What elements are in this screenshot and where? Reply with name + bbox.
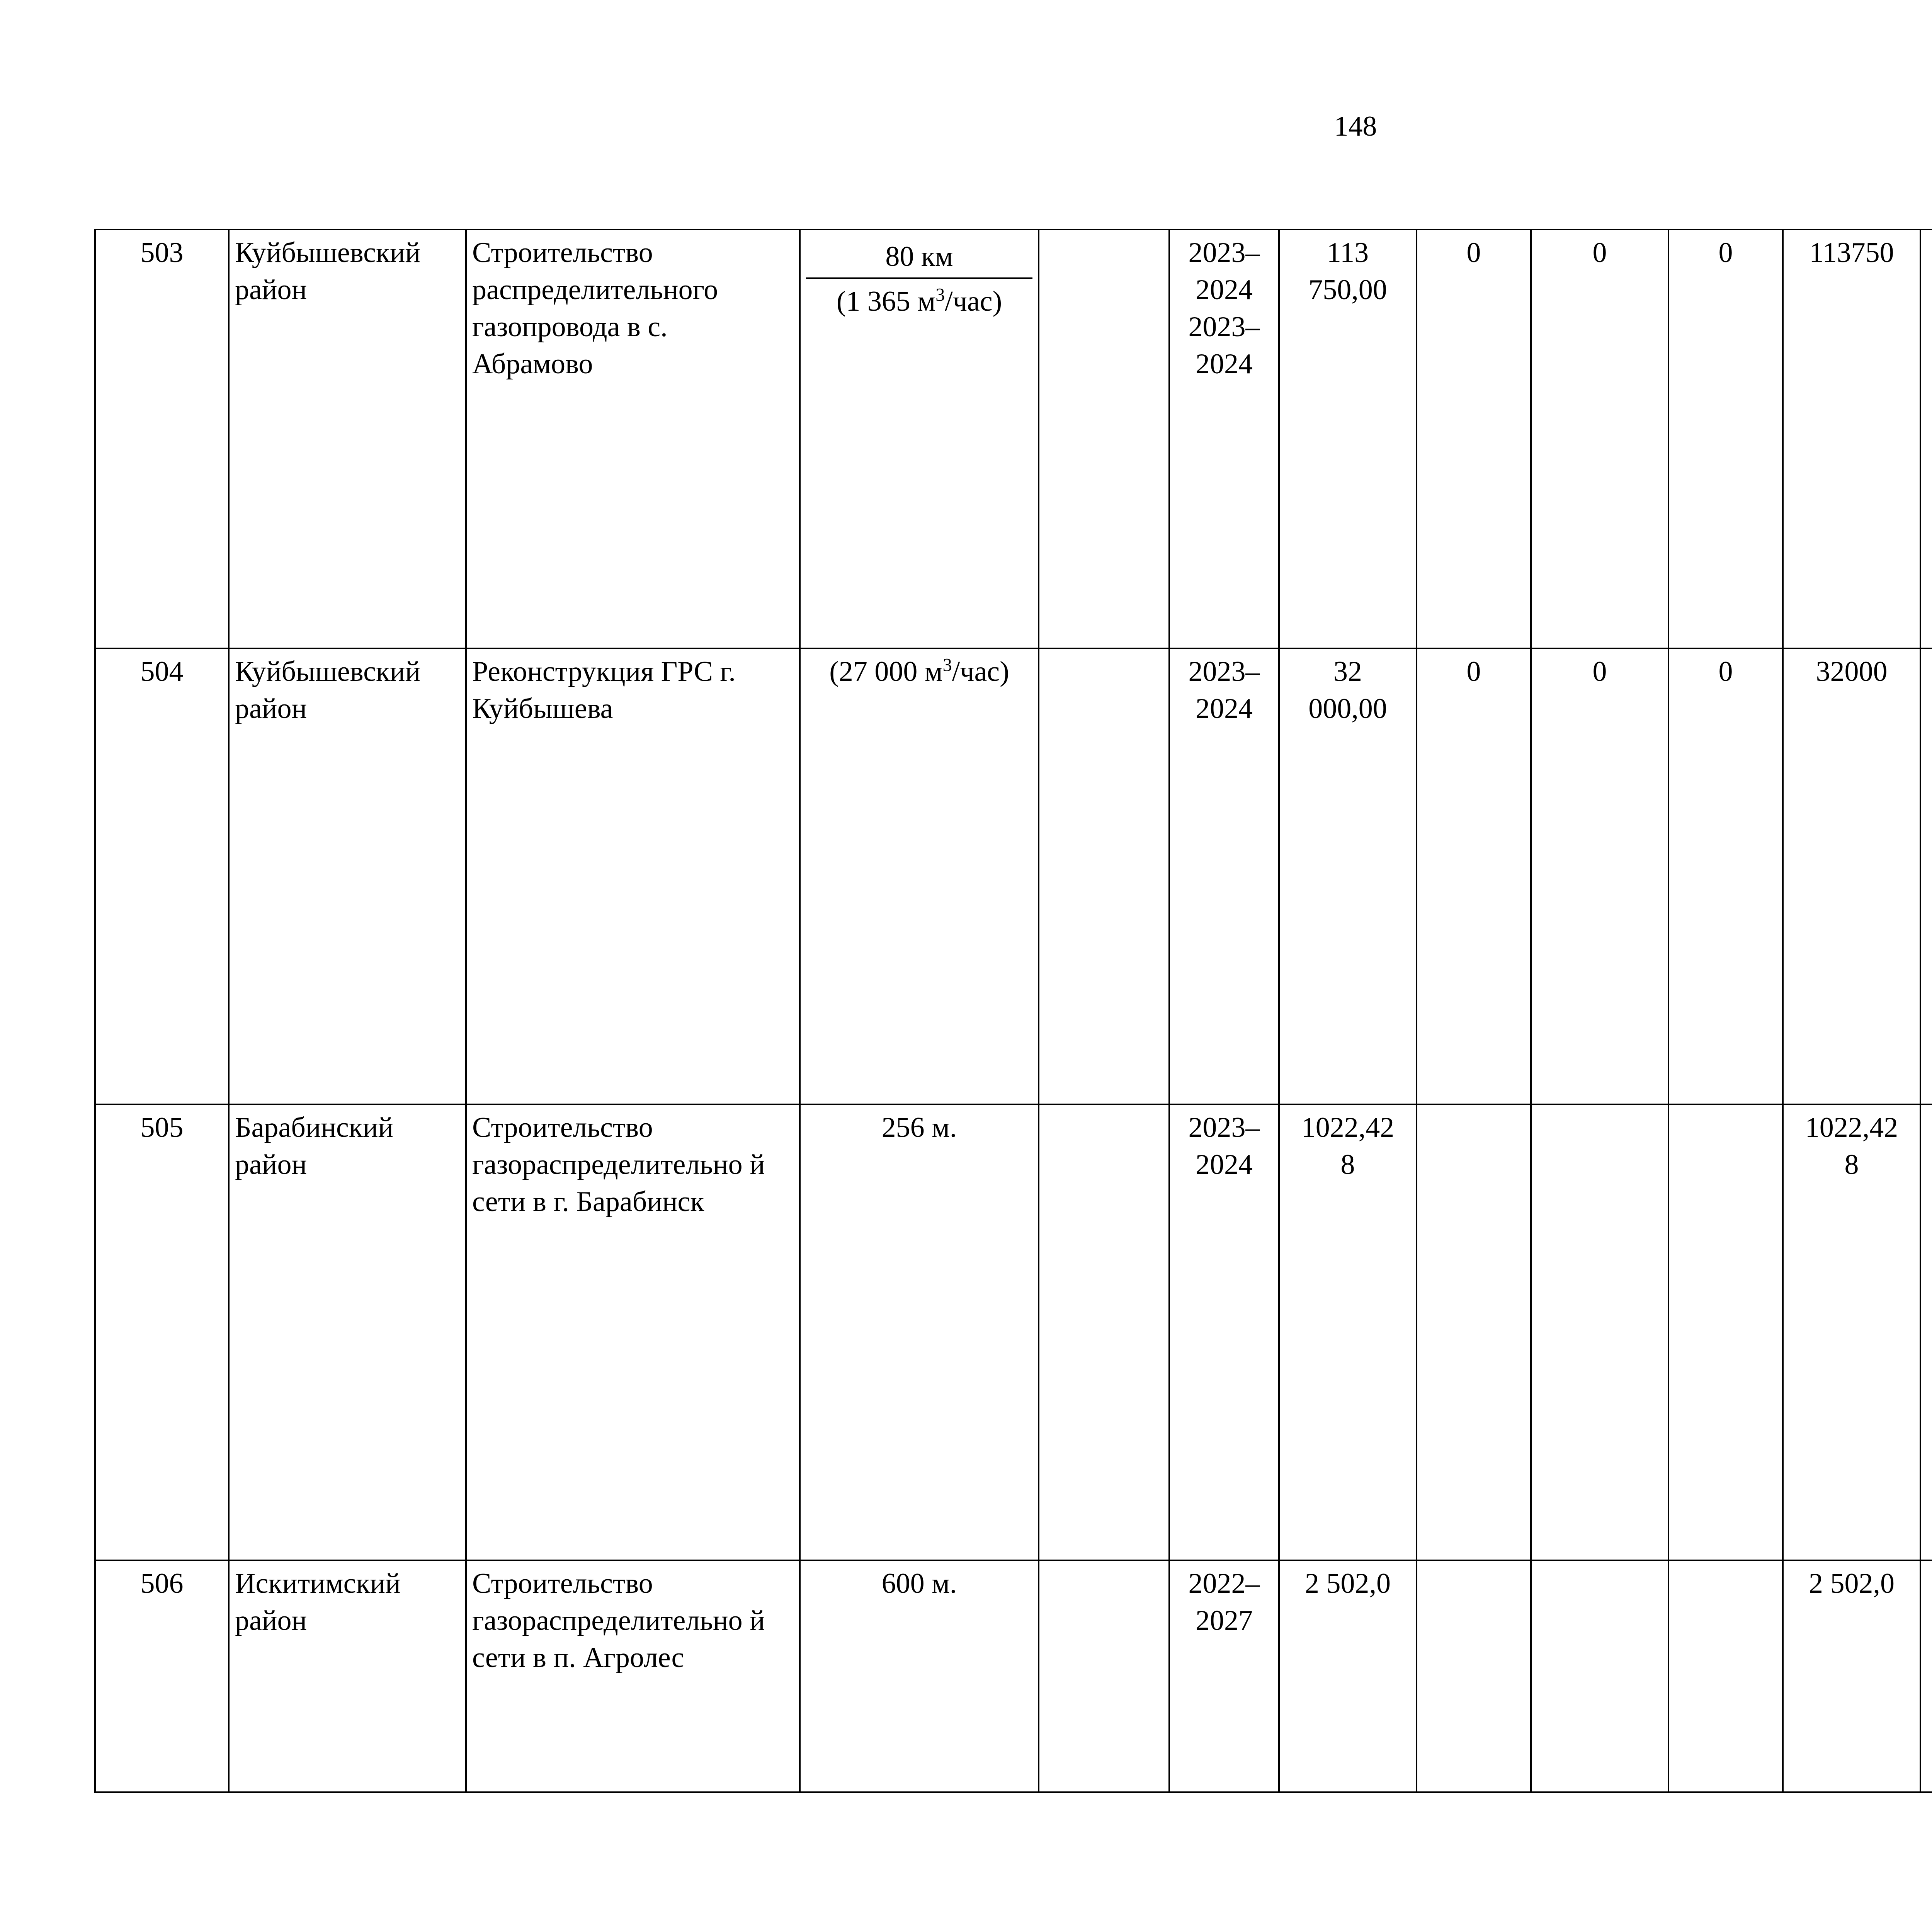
funding-cell-2: 0: [1531, 648, 1668, 1104]
page-number: 148: [1334, 111, 1377, 142]
extrabudget-cell: 2 502,0: [1783, 1560, 1920, 1792]
total-cost-cell: 1022,42 8: [1279, 1104, 1417, 1560]
funding-cell-2: 0: [1531, 230, 1668, 648]
extrabudget-cell: 113750: [1783, 230, 1920, 648]
executor-cell: [1920, 1560, 1932, 1792]
funding-cell-1: [1417, 1560, 1531, 1792]
empty-cell: [1039, 230, 1169, 648]
funding-cell-3: 0: [1668, 230, 1783, 648]
total-cost-cell: 113 750,00: [1279, 230, 1417, 648]
capacity-cell: (27 000 $м^3/час$): [800, 648, 1039, 1104]
period-cell: 2022– 2027: [1169, 1560, 1279, 1792]
capacity-cell: 256 м.: [800, 1104, 1039, 1560]
row-number: 503: [95, 230, 229, 648]
funding-cell-3: [1668, 1560, 1783, 1792]
capacity-flow: (1 365 $м^3/час$): [836, 284, 1002, 317]
capacity-length: 80 км: [806, 234, 1032, 279]
row-number: 504: [95, 648, 229, 1104]
table-row: [95, 648, 1932, 1104]
district-cell: Искитимский район: [229, 1560, 466, 1792]
table-row: [95, 230, 1932, 648]
extrabudget-cell: 1022,42 8: [1783, 1104, 1920, 1560]
district-cell: Барабинский район: [229, 1104, 466, 1560]
object-cell: Строительство газораспределительно й сети в г. Барабинск: [466, 1104, 800, 1560]
total-cost-cell: 32 000,00: [1279, 648, 1417, 1104]
row-number: 505: [95, 1104, 229, 1560]
executor-cell: [1920, 230, 1932, 648]
capacity-cell: [800, 230, 1039, 648]
funding-cell-1: [1417, 1104, 1531, 1560]
funding-cell-3: [1668, 1104, 1783, 1560]
total-cost-cell: 2 502,0: [1279, 1560, 1417, 1792]
empty-cell: [1039, 1560, 1169, 1792]
object-cell: Реконструкция ГРС г. Куйбышева: [466, 648, 800, 1104]
district-cell: Куйбышевский район: [229, 230, 466, 648]
funding-cell-1: 0: [1417, 648, 1531, 1104]
object-cell: Строительство распределительного газопровода в с. Абрамово: [466, 230, 800, 648]
period-cell: 2023– 2024 2023– 2024: [1169, 230, 1279, 648]
extrabudget-cell: 32000: [1783, 648, 1920, 1104]
table-row: [95, 1560, 1932, 1792]
funding-cell-3: 0: [1668, 648, 1783, 1104]
empty-cell: [1039, 1104, 1169, 1560]
funding-cell-2: [1531, 1104, 1668, 1560]
funding-cell-1: 0: [1417, 230, 1531, 648]
executor-cell: [1920, 648, 1932, 1104]
executor-cell: [1920, 1104, 1932, 1560]
object-cell: Строительство газораспределительно й сети в п. Агролес: [466, 1560, 800, 1792]
capacity-cell: 600 м.: [800, 1560, 1039, 1792]
period-cell: 2023– 2024: [1169, 1104, 1279, 1560]
period-cell: 2023– 2024: [1169, 648, 1279, 1104]
table-row: [95, 1104, 1932, 1560]
investment-program-table: [94, 229, 1932, 1793]
empty-cell: [1039, 648, 1169, 1104]
district-cell: Куйбышевский район: [229, 648, 466, 1104]
row-number: 506: [95, 1560, 229, 1792]
funding-cell-2: [1531, 1560, 1668, 1792]
